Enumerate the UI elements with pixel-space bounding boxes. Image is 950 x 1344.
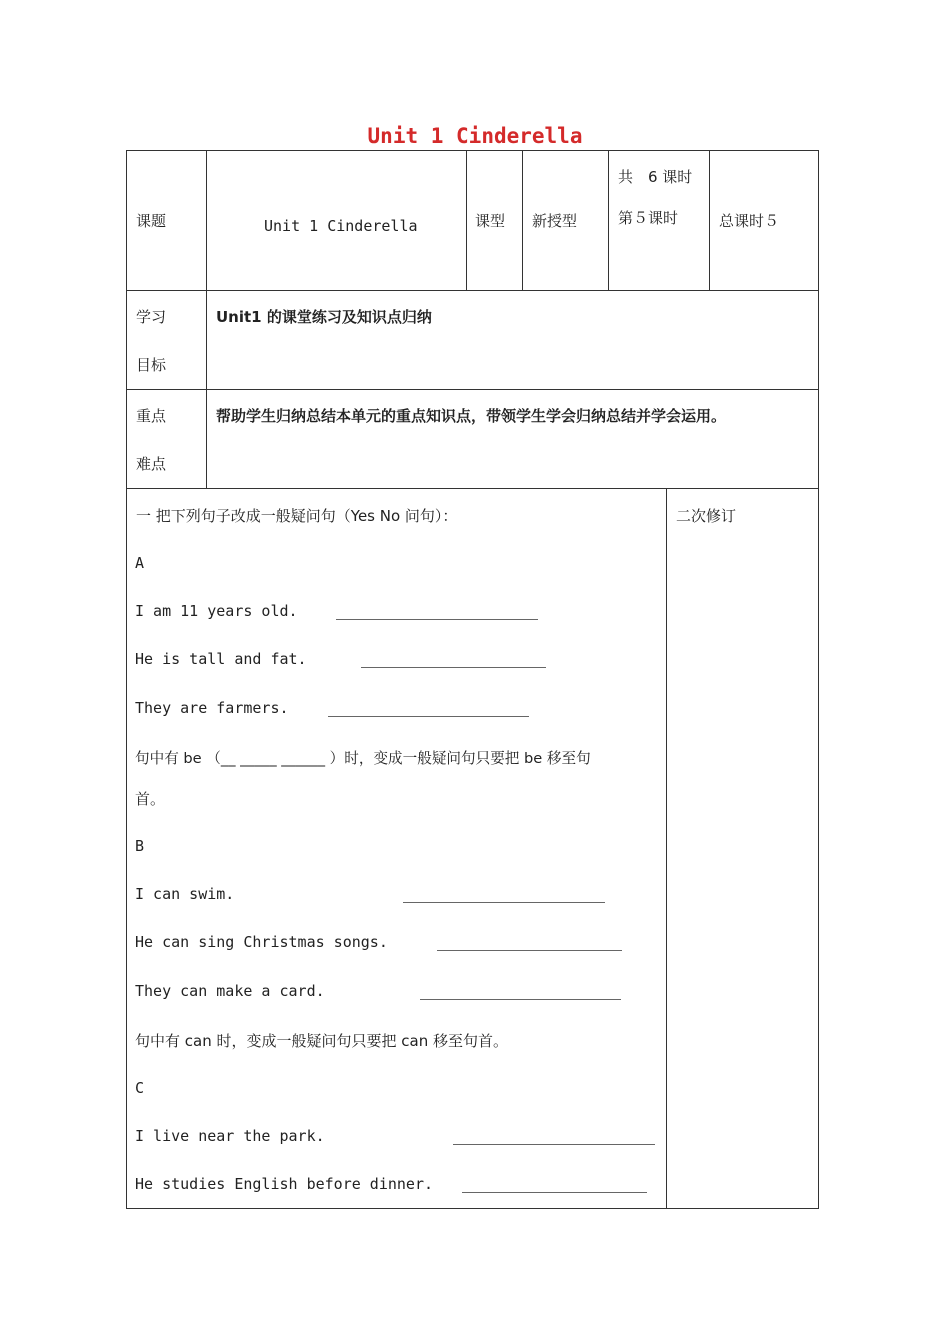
answer-blank xyxy=(420,999,621,1000)
exercise-item: I can swim. xyxy=(135,885,235,903)
table-border-bottom xyxy=(126,1208,819,1209)
exercise-instruction: 一 把下列句子改成一般疑问句（Yes No 问句）： xyxy=(136,507,458,525)
goals-label-line1: 学习 xyxy=(136,308,167,326)
exercise-item: He studies English before dinner. xyxy=(135,1175,434,1193)
key-points-label-line1: 重点 xyxy=(136,407,167,425)
exercise-item: They are farmers. xyxy=(135,699,289,717)
revision-column-divider xyxy=(666,488,667,1208)
rule-text: 首。 xyxy=(135,790,166,808)
row-divider-1 xyxy=(126,290,819,291)
type-value: 新授型 xyxy=(532,212,578,230)
periods-overall: 总课时５ xyxy=(719,212,780,230)
key-points-text: 帮助学生归纳总结本单元的重点知识点，带领学生学会归纳总结并学会运用。 xyxy=(216,407,727,425)
type-label: 课型 xyxy=(475,212,506,230)
exercise-item: I am 11 years old. xyxy=(135,602,298,620)
answer-blank xyxy=(336,619,538,620)
header-divider-2 xyxy=(522,150,523,290)
exercise-item: He is tall and fat. xyxy=(135,650,307,668)
header-divider-1 xyxy=(466,150,467,290)
table-border-top xyxy=(126,150,819,151)
header-divider-4 xyxy=(709,150,710,290)
rule-text: 句中有 be （__ _____ ______ ）时，变成一般疑问句只要把 be 移至句 xyxy=(135,750,591,767)
table-border-left xyxy=(126,150,127,1209)
row-divider-2 xyxy=(126,389,819,390)
period-current: 第５课时 xyxy=(618,209,679,227)
answer-blank xyxy=(403,902,605,903)
label-column-divider xyxy=(206,150,207,488)
answer-blank xyxy=(361,667,546,668)
rule-text: 句中有 can 时，变成一般疑问句只要把 can 移至句首。 xyxy=(135,1032,508,1050)
section-b-heading: B xyxy=(135,837,145,855)
goals-text: Unit1 的课堂练习及知识点归纳 xyxy=(216,308,432,326)
section-a-heading: A xyxy=(135,554,145,572)
row-divider-3 xyxy=(126,488,819,489)
exercise-item: I live near the park. xyxy=(135,1127,325,1145)
table-border-right xyxy=(818,150,819,1209)
topic-value: Unit 1 Cinderella xyxy=(264,217,418,235)
revision-label: 二次修订 xyxy=(676,507,737,525)
section-c-heading: C xyxy=(135,1079,145,1097)
answer-blank xyxy=(453,1144,655,1145)
answer-blank xyxy=(462,1192,647,1193)
answer-blank xyxy=(328,716,529,717)
header-divider-3 xyxy=(608,150,609,290)
exercise-item: He can sing Christmas songs. xyxy=(135,933,388,951)
topic-label: 课题 xyxy=(136,212,167,230)
exercise-item: They can make a card. xyxy=(135,982,325,1000)
periods-total: 共 6 课时 xyxy=(618,168,693,186)
goals-label-line2: 目标 xyxy=(136,356,167,374)
document-title: Unit 1 Cinderella xyxy=(367,124,583,148)
answer-blank xyxy=(437,950,622,951)
key-points-label-line2: 难点 xyxy=(136,455,167,473)
